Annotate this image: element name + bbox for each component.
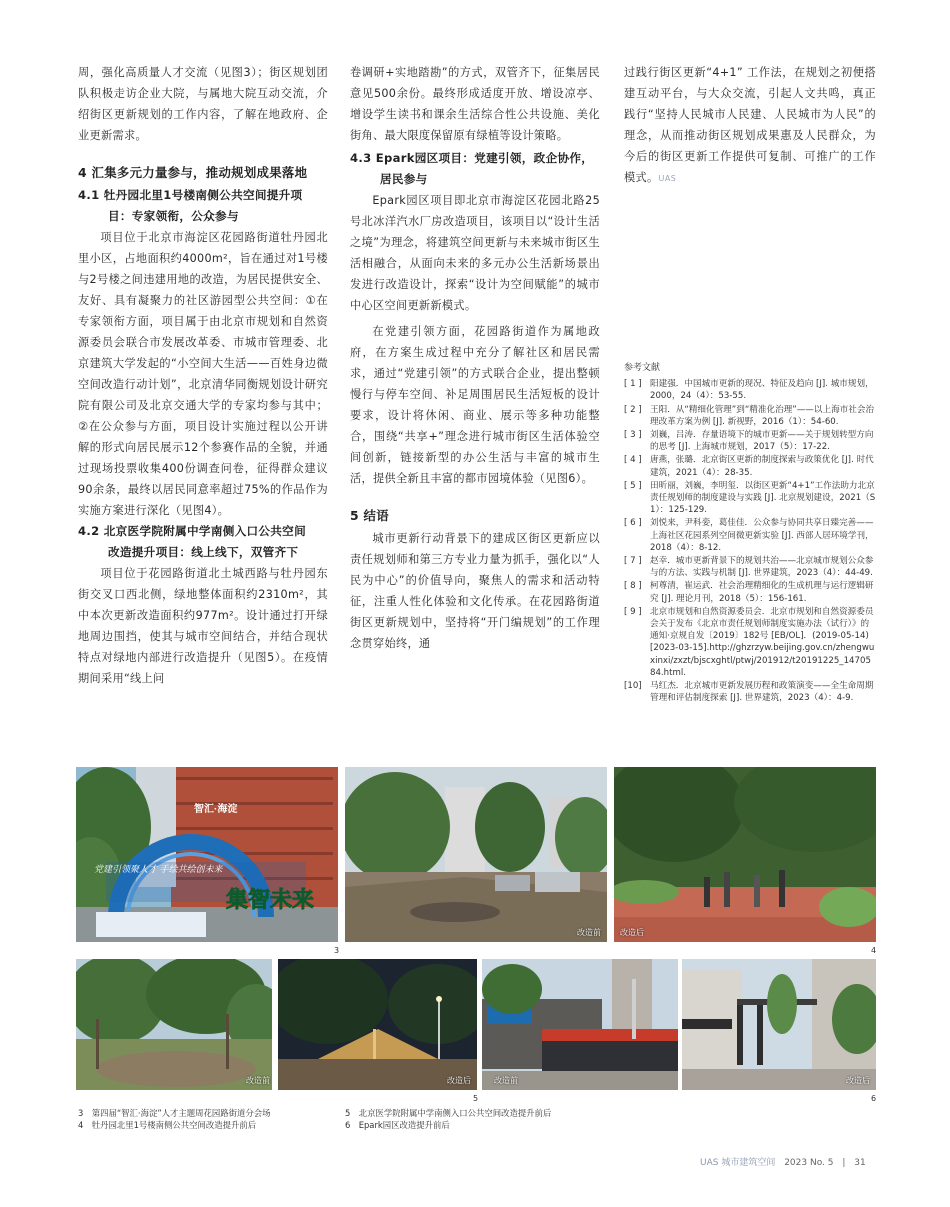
- reference-text: 刘悦来，尹科娈，葛佳佳．公众参与协同共享日臻完善——上海社区花园系列空间微更新实验 [J]. 西部人居环境学刊，2018（4）：8-12.: [650, 518, 874, 553]
- reference-text: 王阳．从“精细化管理”到“精准化治理”——以上海市社会治理改革方案为例 [J]. 新视野，2016（1）：54-60.: [650, 404, 875, 427]
- tag-after: 改造后: [447, 1076, 471, 1085]
- tag-before: 改造前: [494, 1076, 518, 1085]
- paragraph: Epark园区项目即北京市海淀区花园北路25号北冰洋汽水厂房改造项目，该项目以“设计生活之境”为理念，将建筑空间更新与未来城市街区生活相融合，从面向未来的多元办公生活新场景出发进行改造设计，探索“设计为空间赋能”的城市中心区空间更新新模式。: [350, 194, 600, 312]
- subsection-heading-4-2: 4.2 北京医学院附属中学南侧入口公共空间 改造提升项目：线上线下，双管齐下: [78, 524, 306, 559]
- reference-number: [ 3 ]: [624, 430, 642, 441]
- event-venue-image: [76, 767, 338, 942]
- paragraph: 项目位于北京市海淀区花园路街道牡丹园北里小区，占地面积约4000m²，旨在通过对1号楼与2号楼之间违建用地的改造，为居民提供安全、友好、具有凝聚力的社区游园型公共空间：①在专家领衔方面，项目属于由北京市规划和自然资源委员会联合市发展改革委、市城市管理委、北京建筑大学发起的“小空间大生活——百姓身边微空间改造行动计划”，北京清华同衡规划设计研究院有限公司及北京交通大学的专家均参与其中；②在公众参与方面，项目设计实施过程以公开讲解的形式向居民展示12个参赛作品的全貌，并通过现场投票收集400份调查问卷，征得群众建议90余条，最终以居民同意率超过75%的作品作为实施方案进行深化（见图4）。: [78, 231, 328, 517]
- photo-fig4-before: [345, 767, 607, 942]
- references: [624, 362, 876, 705]
- end-mark-logo: UAS: [658, 174, 677, 183]
- reference-number: [ 8 ]: [624, 581, 642, 592]
- reference-number: [ 7 ]: [624, 556, 642, 567]
- page-number: 31: [854, 1158, 866, 1168]
- references-list: [624, 378, 876, 704]
- column-3: [624, 62, 876, 189]
- reference-item: [624, 517, 876, 554]
- reference-number: [ 4 ]: [624, 455, 642, 466]
- paragraph: 过践行街区更新“4+1” 工作法，在规划之初便搭建互动平台，与大众交流，引起人文共鸣，真正践行“坚持人民城市人民建、人民城市为人民”的理念，从而推动街区规划成果惠及人民群众，为今后的街区更新工作提供可复制、可推广的工作模式。UAS: [624, 66, 876, 184]
- column-2: [350, 62, 600, 654]
- site-after-image: [614, 767, 876, 942]
- reference-number: [ 9 ]: [624, 606, 642, 617]
- reference-number: [ 1 ]: [624, 379, 642, 390]
- section-heading-5: 5 结语: [350, 508, 389, 523]
- page-footer: [700, 1155, 880, 1168]
- column-1: [78, 62, 328, 689]
- reference-item: [624, 404, 876, 428]
- reference-item: [624, 454, 876, 478]
- paragraph: 周，强化高质量人才交流（见图3）；街区规划团队积极走访企业大院，与属地大院互动交流，介绍街区更新规划的工作内容，了解在地政府、企业更新需求。: [78, 66, 328, 142]
- paragraph: 城市更新行动背景下的建成区街区更新应以责任规划师和第三方专业力量为抓手，强化以“人民为中心”的价值导向，聚焦人的需求和活动特征，注重人性化体验和文化传承。在花园路街道街区更新规划中，坚持将“开门编规划”的工作理念贯穿始终，通: [350, 532, 600, 650]
- issue-number: 2023 No. 5: [784, 1158, 834, 1168]
- epark-after-image: [682, 959, 876, 1090]
- photo-fig5-after: [278, 959, 477, 1090]
- photo-fig4-after: [614, 767, 876, 942]
- paragraph: 在党建引领方面，花园路街道作为属地政府，在方案生成过程中充分了解社区和居民需求，通过“党建引领”的方式联合企业，提出整顿慢行与停车空间、补足周围居民生活短板的设计要求，设计将休闲、商业、展示等多种功能整合，围绕“共享+”理念进行城市街区生活体验空间创新，链接新型的办公生活与丰富的城市生活，提供全新且丰富的都市园境体验（见图6）。: [350, 325, 600, 485]
- reference-number: [10]: [624, 681, 642, 692]
- figure-number-3: 3: [334, 946, 340, 955]
- reference-item: [624, 606, 876, 679]
- entrance-before-image: [76, 959, 272, 1090]
- tag-after: 改造后: [846, 1076, 870, 1085]
- caption-fig6: 6 Epark园区改造提升前后: [345, 1120, 450, 1130]
- reference-item: [624, 680, 876, 704]
- reference-text: 赵幸．城市更新背景下的规划共治——北京城市规划公众参与的方法、实践与机制 [J]. 世界建筑，2023（4）：44-49.: [650, 556, 874, 579]
- epark-before-image: [482, 959, 678, 1090]
- photo-fig6-after: [682, 959, 876, 1090]
- tag-before: 改造前: [577, 928, 601, 937]
- reference-number: [ 6 ]: [624, 518, 642, 529]
- photo-fig6-before: [482, 959, 678, 1090]
- reference-text: 马红杰．北京城市更新发展历程和政策演变——全生命周期管理和评估制度探索 [J]. 世界建筑，2023（4）：4-9.: [650, 681, 874, 704]
- tag-before: 改造前: [246, 1076, 270, 1085]
- entrance-after-image: [278, 959, 477, 1090]
- reference-number: [ 2 ]: [624, 404, 642, 415]
- reference-item: [624, 555, 876, 579]
- paragraph: 卷调研+实地踏勘”的方式，双管齐下，征集居民意见500余份。最终形成适度开放、增设凉亭、增设学生读书和课余生活综合性公共设施、美化街角、最大限度保留原有绿植等设计策略。: [350, 66, 600, 142]
- captions-left: [78, 1107, 338, 1131]
- reference-item: [624, 429, 876, 453]
- paragraph: 项目位于花园路街道北土城西路与牡丹园东街交叉口西北侧，绿地整体面积约2310m²，其中本次更新改造面积约977m²。设计通过打开绿地周边围挡，使其与城市空间结合，并结合现状特点对绿地内部进行改造提升（见图5）。在疫情期间采用“线上问: [78, 567, 328, 685]
- venue-brand-text: 智汇·海淀: [194, 804, 238, 815]
- footer-separator: |: [842, 1158, 846, 1168]
- reference-text: 阳建强．中国城市更新的现况、特征及趋向 [J]. 城市规划，2000，24（4）：53-55.: [650, 379, 874, 402]
- captions-right: [345, 1107, 645, 1131]
- reference-item: [624, 480, 876, 517]
- figure-number-5: 5: [473, 1094, 479, 1103]
- caption-fig4: 4 牡丹园北里1号楼南侧公共空间改造提升前后: [78, 1120, 257, 1130]
- venue-sign-text: 党建引领聚人才 手绘共绘创未来: [94, 864, 223, 874]
- tag-after: 改造后: [620, 928, 644, 937]
- reference-text: 唐燕，张璐．北京街区更新的制度探索与政策优化 [J]. 时代建筑，2021（4）：28-35.: [650, 455, 874, 478]
- photo-fig5-before: [76, 959, 272, 1090]
- photo-fig3-event-venue: [76, 767, 338, 942]
- reference-number: [ 5 ]: [624, 480, 642, 491]
- figure-number-6: 6: [871, 1094, 877, 1103]
- subsection-heading-4-3: 4.3 Epark园区项目：党建引领，政企协作， 居民参与: [350, 151, 594, 186]
- reference-item: [624, 580, 876, 604]
- reference-text: 北京市规划和自然资源委员会．北京市规划和自然资源委员会关于发布《北京市责任规划师制度实施办法（试行）》的通知·京规自发〔2019〕182号 [EB/OL]．(2019-05-14) [2023-03-15].http://ghzrzyw.beijing.gov.cn/zhengwuxinxi/zxzt/bjscxghtl/ptwj/201912/t20191225_1470584.html.: [650, 606, 875, 678]
- subsection-heading-4-1: 4.1 牡丹园北里1号楼南侧公共空间提升项 目：专家领衔，公众参与: [78, 188, 303, 223]
- reference-text: 刘巍，吕涛．存量语境下的城市更新——关于规划转型方向的思考 [J]. 上海城市规划，2017（5）：17-22.: [650, 430, 874, 453]
- caption-fig3: 3 第四届“智汇·海淀”人才主题周花园路街道分会场: [78, 1108, 271, 1118]
- caption-fig5: 5 北京医学院附属中学南侧入口公共空间改造提升前后: [345, 1108, 552, 1118]
- reference-item: [624, 378, 876, 402]
- references-title: 参考文献: [624, 363, 661, 373]
- journal-logo: UAS 城市建筑空间: [700, 1158, 776, 1168]
- venue-big-text: 集智未来: [226, 887, 315, 912]
- reference-text: 田昕丽，刘巍，李明玺．以街区更新“4+1”工作法助力北京责任规划师的制度建设与实践 [J]. 北京规划建设，2021（S1）：125-129.: [650, 480, 876, 516]
- section-heading-4: 4 汇集多元力量参与，推动规划成果落地: [78, 165, 308, 180]
- site-before-image: [345, 767, 607, 942]
- figure-number-4: 4: [871, 946, 877, 955]
- reference-text: 柯尊清，崔运武．社会治理精细化的生成机理与运行逻辑研究 [J]. 理论月刊，2018（5）：156-161.: [650, 581, 874, 604]
